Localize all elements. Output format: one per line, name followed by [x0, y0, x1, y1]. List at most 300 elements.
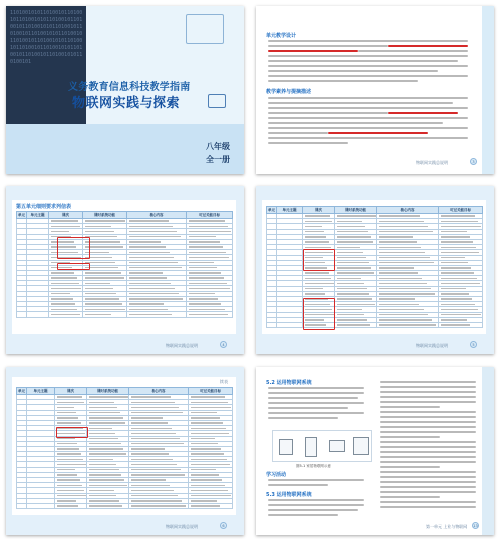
cell-text-line	[57, 448, 79, 449]
cell-text-line	[89, 500, 119, 501]
text-line	[268, 112, 388, 114]
col-header: 课次	[55, 388, 87, 395]
text-line	[268, 407, 348, 409]
cell-text-line	[57, 438, 75, 439]
text-line	[380, 506, 476, 508]
laptop-icon	[186, 14, 224, 44]
cell-text-line	[379, 314, 428, 315]
cell-text-line	[89, 428, 112, 429]
cell-text-line	[337, 241, 373, 242]
cell-text-line	[57, 485, 82, 486]
cell-text-line	[89, 396, 128, 397]
table-page-2	[256, 186, 494, 354]
highlight-box	[57, 237, 90, 259]
cell-text-line	[85, 283, 110, 284]
cell-text-line	[131, 495, 178, 496]
table-header-row	[17, 388, 233, 395]
text-line	[380, 391, 476, 393]
text-line	[268, 132, 328, 134]
cell-text-line	[51, 272, 74, 273]
table-title: 第五单元细则要求列信表	[16, 204, 72, 210]
cell-text-line	[131, 412, 183, 413]
cell-text-line	[379, 231, 433, 232]
cell-text-line	[379, 293, 435, 294]
cell-text-line	[129, 272, 163, 273]
text-line	[380, 426, 476, 428]
cell-text-line	[131, 469, 181, 470]
cell-text-line	[337, 293, 369, 294]
text-line	[380, 471, 476, 473]
cell-text-line	[85, 288, 113, 289]
cell-text-line	[131, 500, 182, 501]
text-line	[268, 137, 468, 139]
cell-text-line	[131, 407, 179, 408]
cell-text-line	[85, 220, 125, 221]
table-cell	[127, 312, 187, 317]
cell-text-line	[57, 495, 86, 496]
cell-text-line	[305, 293, 325, 294]
cell-text-line	[189, 231, 231, 232]
table-cell	[187, 312, 233, 317]
cell-text-line	[337, 262, 369, 263]
cell-text-line	[51, 303, 75, 304]
cell-text-line	[191, 433, 229, 434]
table-header-row	[267, 207, 483, 214]
cell-text-line	[189, 241, 220, 242]
text-line	[268, 40, 468, 42]
page-footer: 第一单元 上业与物联网	[426, 524, 468, 529]
cell-text-line	[441, 288, 466, 289]
table-page-3	[6, 367, 244, 535]
cell-text-line	[85, 246, 123, 247]
text-line	[380, 476, 476, 478]
cell-text-line	[131, 505, 186, 506]
cell-text-line	[337, 309, 362, 310]
text-line	[268, 392, 364, 394]
text-line	[268, 107, 468, 109]
highlight-box	[303, 249, 335, 271]
cell-text-line	[189, 277, 224, 278]
cell-text-line	[379, 215, 420, 216]
cell-text-line	[131, 464, 177, 465]
cell-text-line	[441, 226, 481, 227]
cell-text-line	[191, 396, 225, 397]
cell-text-line	[337, 252, 363, 253]
cell-text-line	[337, 314, 364, 315]
cell-text-line	[337, 267, 371, 268]
table-cell	[17, 312, 27, 317]
cell-text-line	[189, 303, 221, 304]
display-device-icon	[353, 437, 369, 455]
table-page-1	[6, 186, 244, 354]
cell-text-line	[305, 283, 334, 284]
section-heading: 5.3 运用物联网系统	[266, 492, 312, 498]
cell-text-line	[57, 396, 82, 397]
cell-text-line	[441, 236, 470, 237]
phone-device-icon	[305, 437, 317, 457]
cell-text-line	[441, 267, 471, 268]
activity-heading: 学习活动	[266, 472, 287, 478]
cell-text-line	[85, 303, 122, 304]
cell-text-line	[129, 257, 174, 258]
cell-text-line	[191, 490, 228, 491]
col-header: 核心内容	[127, 212, 187, 219]
cell-text-line	[89, 479, 124, 480]
cell-text-line	[57, 453, 81, 454]
cell-text-line	[57, 490, 84, 491]
text-line	[268, 484, 328, 486]
col-header: 课时系统功能	[335, 207, 377, 214]
cell-text-line	[337, 247, 360, 248]
cell-text-line	[337, 257, 366, 258]
cell-text-line	[191, 453, 224, 454]
cell-text-line	[337, 283, 364, 284]
cell-text-line	[189, 288, 230, 289]
cell-text-line	[57, 474, 77, 475]
continued-label: 续表	[220, 379, 228, 384]
cell-text-line	[57, 464, 86, 465]
cell-text-line	[57, 479, 80, 480]
text-line	[380, 381, 476, 383]
cell-text-line	[89, 464, 116, 465]
cell-text-line	[379, 288, 431, 289]
cell-text-line	[129, 231, 177, 232]
cover-title: 物联网实践与探索	[72, 96, 181, 111]
highlight-line	[268, 50, 358, 52]
cell-text-line	[441, 309, 478, 310]
cell-text-line	[191, 428, 226, 429]
cell-text-line	[305, 236, 326, 237]
cell-text-line	[305, 278, 331, 279]
cell-text-line	[441, 272, 474, 273]
cell-text-line	[129, 277, 167, 278]
table-row	[17, 503, 233, 508]
curriculum-table	[266, 206, 483, 328]
cell-text-line	[379, 272, 418, 273]
cell-text-line	[191, 407, 231, 408]
table-cell	[55, 503, 87, 508]
cell-text-line	[89, 453, 126, 454]
cell-text-line	[305, 215, 330, 216]
table-cell	[49, 312, 83, 317]
page-number: 4	[220, 341, 227, 348]
cell-text-line	[191, 474, 219, 475]
cell-text-line	[131, 396, 171, 397]
cell-text-line	[189, 293, 215, 294]
text-line	[268, 504, 364, 506]
cell-text-line	[89, 438, 118, 439]
text-line	[380, 451, 476, 453]
section-heading: 单元教学设计	[266, 33, 297, 39]
col-header: 单元主题	[27, 388, 55, 395]
cell-text-line	[191, 469, 216, 470]
col-header: 可过关能目标	[439, 207, 483, 214]
cell-text-line	[305, 241, 329, 242]
curriculum-table	[16, 211, 233, 318]
text-line	[380, 436, 440, 438]
cell-text-line	[89, 505, 122, 506]
cell-text-line	[191, 438, 215, 439]
text-line	[268, 65, 468, 67]
text-line	[380, 486, 476, 488]
cell-text-line	[441, 231, 467, 232]
cell-text-line	[189, 272, 221, 273]
text-line	[380, 411, 476, 413]
text-line	[380, 396, 476, 398]
cell-text-line	[89, 459, 113, 460]
text-line	[268, 97, 468, 99]
cell-text-line	[85, 314, 111, 315]
grade-label	[206, 140, 230, 166]
cell-text-line	[189, 283, 227, 284]
text-line	[380, 431, 476, 433]
cell-text-line	[337, 231, 368, 232]
table-cell	[377, 322, 439, 327]
cell-text-line	[129, 314, 172, 315]
table-row	[267, 322, 483, 327]
cell-text-line	[305, 231, 324, 232]
volume-text: 全一册	[206, 155, 230, 164]
cell-text-line	[89, 469, 119, 470]
cell-text-line	[379, 283, 427, 284]
text-line	[268, 479, 364, 481]
cell-text-line	[57, 443, 77, 444]
text-line	[380, 481, 476, 483]
cell-text-line	[129, 267, 182, 268]
cell-text-line	[441, 314, 481, 315]
camera-device-icon	[279, 439, 293, 455]
cell-text-line	[85, 226, 111, 227]
cell-text-line	[191, 464, 230, 465]
text-line	[380, 501, 476, 503]
cell-text-line	[379, 241, 417, 242]
cell-text-line	[191, 443, 218, 444]
cell-text-line	[189, 246, 223, 247]
cell-text-line	[51, 288, 81, 289]
cell-text-line	[85, 241, 120, 242]
text-line	[268, 412, 364, 414]
cover-page	[6, 6, 244, 174]
cell-text-line	[131, 443, 184, 444]
device-icon	[208, 94, 226, 108]
col-header: 课次	[303, 207, 335, 214]
cell-text-line	[379, 226, 428, 227]
cell-text-line	[337, 319, 367, 320]
cell-text-line	[189, 314, 228, 315]
cell-text-line	[131, 433, 176, 434]
cell-text-line	[379, 236, 413, 237]
table-cell	[267, 322, 277, 327]
section-heading: 5.2 运用物联网系统	[266, 380, 312, 386]
grade-text: 八年级	[206, 142, 230, 151]
cell-text-line	[379, 267, 414, 268]
col-header: 核心内容	[377, 207, 439, 214]
cell-text-line	[337, 288, 367, 289]
cell-text-line	[379, 278, 422, 279]
highlight-line	[388, 112, 458, 114]
col-header: 课时系统功能	[83, 212, 127, 219]
cell-text-line	[441, 221, 478, 222]
cell-text-line	[51, 314, 80, 315]
cell-text-line	[379, 298, 415, 299]
cell-text-line	[379, 221, 424, 222]
cell-text-line	[129, 220, 169, 221]
text-line	[380, 441, 476, 443]
page-number: 5	[470, 341, 477, 348]
page-number: 13	[473, 524, 478, 528]
cell-text-line	[131, 490, 174, 491]
cell-text-line	[441, 241, 473, 242]
cell-text-line	[85, 293, 116, 294]
cell-text-line	[191, 402, 228, 403]
text-line	[268, 70, 438, 72]
cell-text-line	[189, 236, 216, 237]
curriculum-table	[16, 387, 233, 509]
cell-text-line	[441, 215, 475, 216]
cover-subtitle: 义务教育信息科技教学指南	[68, 82, 191, 93]
cell-text-line	[189, 257, 229, 258]
cell-text-line	[337, 221, 362, 222]
cell-text-line	[379, 257, 430, 258]
cell-text-line	[131, 417, 163, 418]
cell-text-line	[189, 298, 218, 299]
cell-text-line	[57, 459, 83, 460]
lesson-page	[256, 367, 494, 535]
cell-text-line	[337, 272, 374, 273]
text-line	[268, 387, 364, 389]
cell-text-line	[51, 220, 78, 221]
binary-pattern: 1101001010110100101101001011010010101101001011010010110100101011010010110100101101001010110100101101001011010010101101001011010010110100101011010010110100101101001010110100101	[10, 10, 83, 65]
cell-text-line	[131, 402, 175, 403]
text-line	[268, 402, 364, 404]
section-heading: 教学素养与提摘描述	[266, 89, 312, 95]
cell-text-line	[191, 422, 223, 423]
table-cell	[335, 322, 377, 327]
text-line	[268, 417, 338, 419]
highlight-line	[388, 45, 468, 47]
page-footer: 物联网实践总说明	[166, 343, 198, 348]
page-side-band	[482, 367, 494, 535]
cell-text-line	[305, 221, 332, 222]
col-header: 单元主题	[277, 207, 303, 214]
cell-text-line	[57, 505, 78, 506]
iot-figure	[272, 430, 372, 462]
table-cell	[277, 322, 303, 327]
cell-text-line	[441, 278, 477, 279]
col-header: 单元	[18, 212, 25, 217]
cell-text-line	[57, 412, 76, 413]
cell-text-line	[89, 433, 115, 434]
text-line	[380, 456, 476, 458]
cell-text-line	[379, 247, 421, 248]
page-number: 3	[470, 158, 477, 165]
cell-text-line	[189, 262, 214, 263]
table-cell	[27, 503, 55, 508]
cell-text-line	[189, 226, 228, 227]
cell-text-line	[57, 500, 76, 501]
cell-text-line	[89, 485, 127, 486]
cell-text-line	[337, 215, 376, 216]
cell-text-line	[191, 485, 225, 486]
cell-text-line	[441, 304, 475, 305]
cell-text-line	[441, 247, 476, 248]
cell-text-line	[379, 252, 425, 253]
page-side-band	[482, 6, 494, 174]
cell-text-line	[89, 422, 125, 423]
cell-text-line	[129, 293, 179, 294]
text-line	[268, 142, 348, 144]
cell-text-line	[441, 298, 472, 299]
cell-text-line	[89, 443, 121, 444]
cell-text-line	[189, 252, 226, 253]
cell-text-line	[337, 226, 365, 227]
cell-text-line	[129, 309, 168, 310]
text-line	[380, 491, 476, 493]
table-cell	[27, 312, 49, 317]
cell-text-line	[191, 505, 220, 506]
text-line	[380, 461, 476, 463]
text-line	[380, 446, 476, 448]
cell-text-line	[89, 474, 121, 475]
col-header: 单元主题	[27, 212, 49, 219]
text-line	[380, 386, 476, 388]
page-footer: 物联网实践总说明	[416, 160, 448, 165]
cell-text-line	[57, 422, 81, 423]
cell-text-line	[305, 247, 331, 248]
cell-text-line	[191, 448, 221, 449]
cell-text-line	[85, 277, 124, 278]
text-line	[358, 50, 468, 52]
table-cell	[87, 503, 129, 508]
cell-text-line	[51, 226, 80, 227]
text-line	[380, 401, 476, 403]
cell-text-line	[85, 272, 121, 273]
cell-text-line	[191, 412, 217, 413]
cell-text-line	[131, 479, 166, 480]
hub-device-icon	[329, 440, 345, 452]
cell-text-line	[51, 277, 77, 278]
table-cell	[83, 312, 127, 317]
highlight-line	[328, 132, 428, 134]
text-line	[268, 45, 388, 47]
cell-text-line	[189, 309, 225, 310]
cell-text-line	[379, 309, 424, 310]
highlight-box	[303, 298, 335, 330]
col-header: 核心内容	[129, 388, 189, 395]
cell-text-line	[51, 231, 69, 232]
text-line	[380, 406, 440, 408]
cell-text-line	[51, 309, 77, 310]
table-header-row	[17, 212, 233, 219]
text-line	[268, 397, 358, 399]
text-line	[380, 466, 440, 468]
cell-text-line	[131, 474, 185, 475]
cell-text-line	[57, 417, 78, 418]
cell-text-line	[191, 417, 220, 418]
text-line	[268, 127, 468, 129]
cell-text-line	[131, 459, 173, 460]
col-header: 单元	[268, 207, 275, 212]
text-line	[380, 496, 440, 498]
cell-text-line	[191, 479, 222, 480]
cell-text-line	[441, 293, 469, 294]
cell-text-line	[89, 490, 114, 491]
cell-text-line	[85, 231, 114, 232]
cell-text-line	[441, 252, 479, 253]
cell-text-line	[51, 293, 70, 294]
cell-text-line	[305, 272, 329, 273]
cell-text-line	[89, 412, 120, 413]
